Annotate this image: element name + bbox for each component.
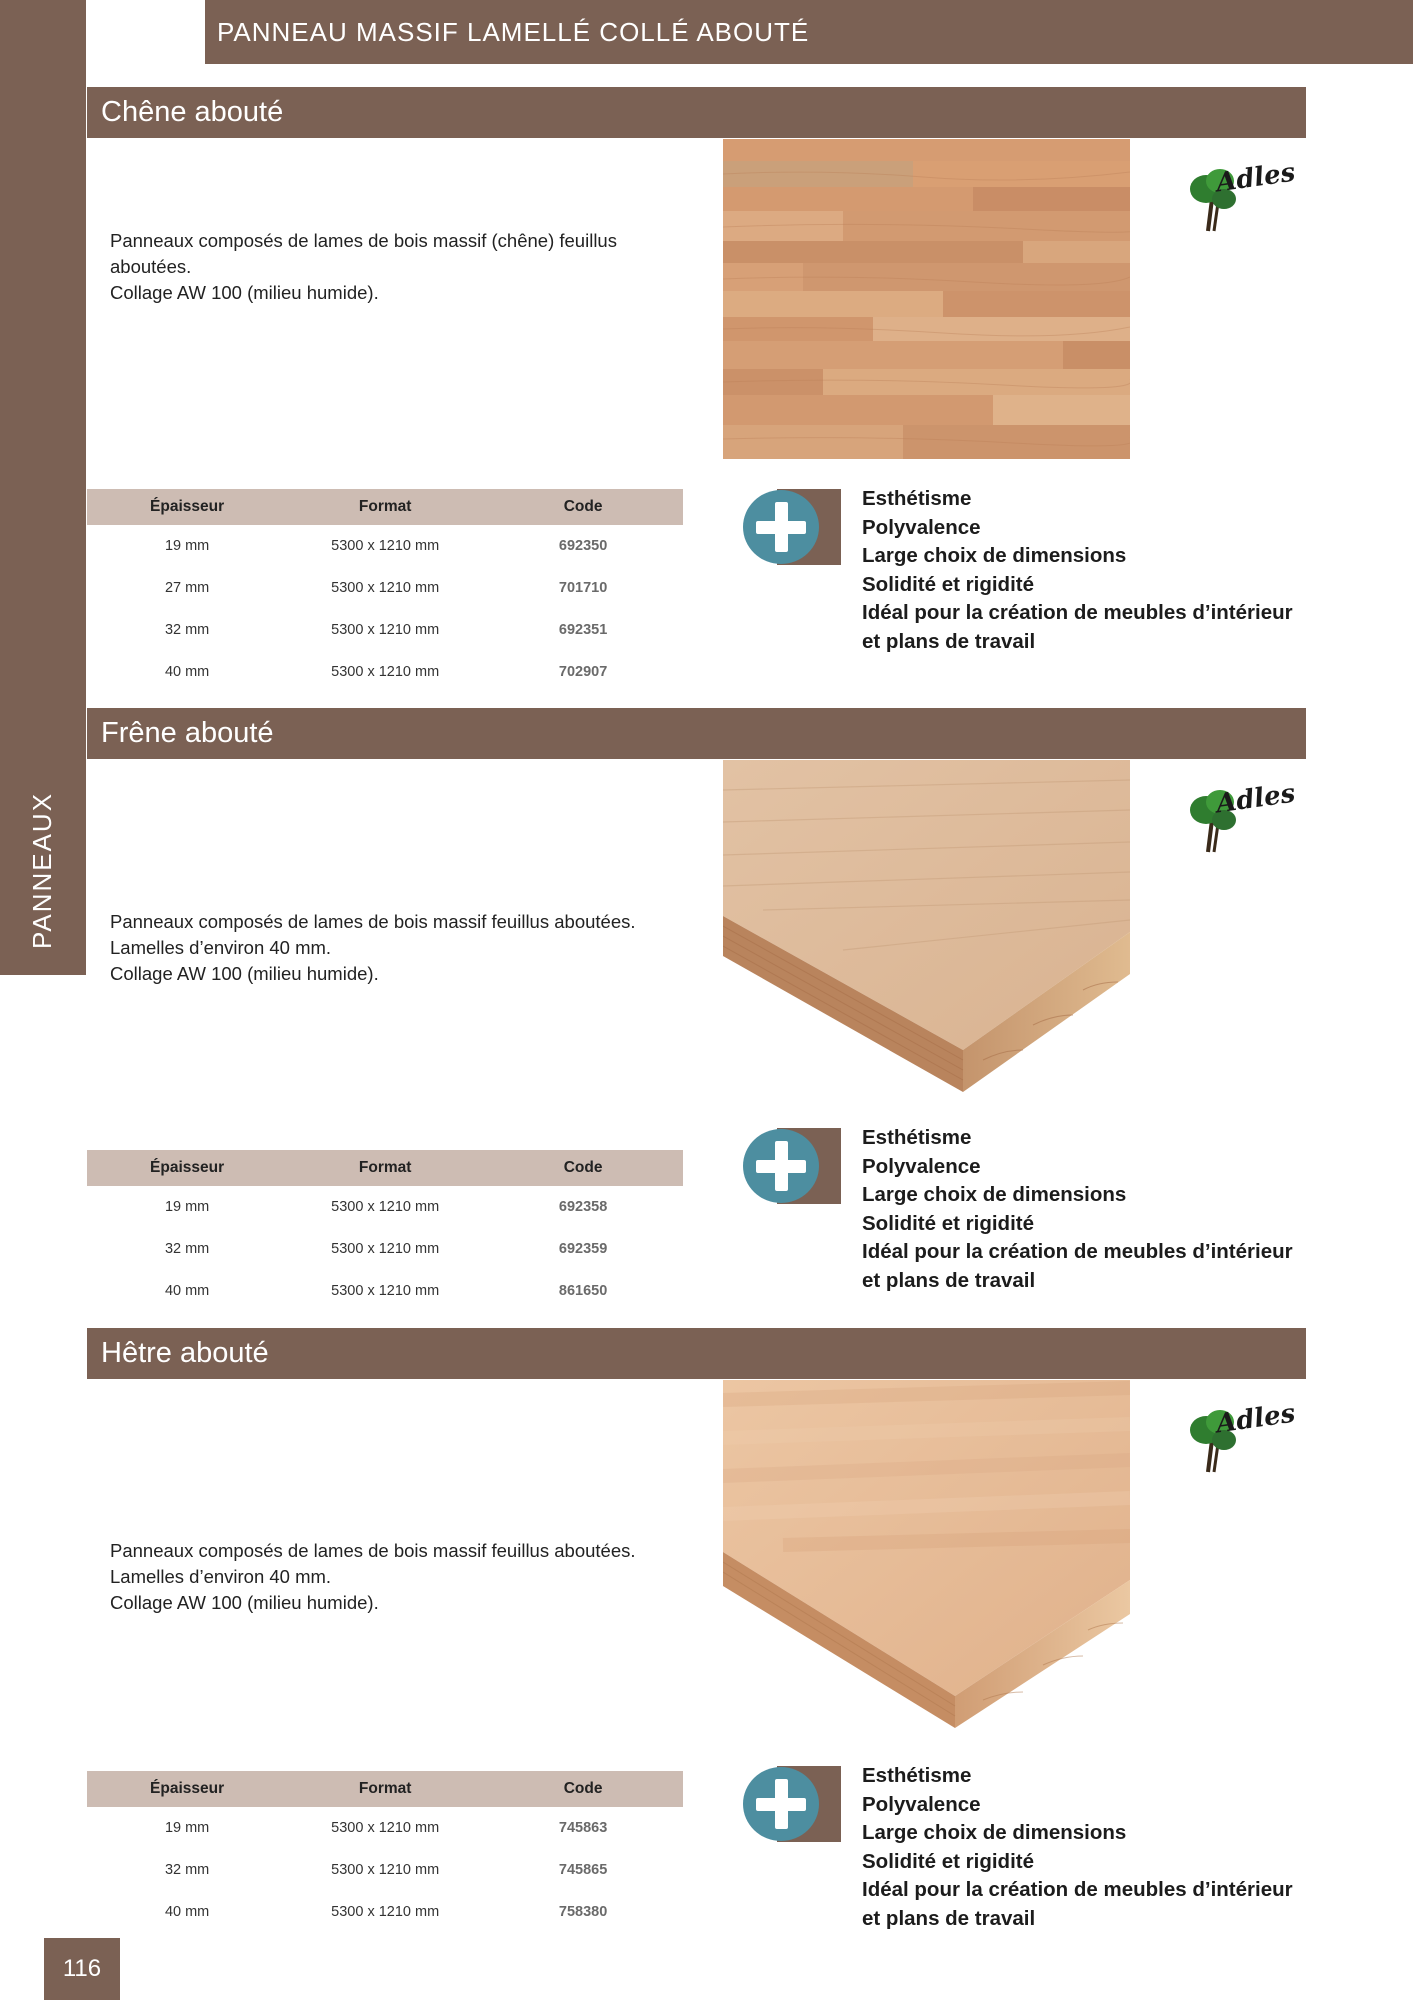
page-banner-title: PANNEAU MASSIF LAMELLÉ COLLÉ ABOUTÉ xyxy=(205,0,1413,64)
adles-logo: Adles xyxy=(1188,159,1292,235)
header-format: Format xyxy=(287,489,483,525)
adles-logo: Adles xyxy=(1188,1400,1292,1476)
header-code: Code xyxy=(483,1771,683,1807)
oak-panel-image xyxy=(723,139,1130,459)
table-row: 40 mm 5300 x 1210 mm 861650 xyxy=(164,1283,608,1299)
adles-logo: Adles xyxy=(1188,780,1292,856)
side-tab xyxy=(0,0,86,975)
header-format: Format xyxy=(287,1150,483,1186)
table-row: 19 mm 5300 x 1210 mm 745863 xyxy=(164,1820,608,1836)
ash-panel-image xyxy=(723,760,1130,1092)
table-row: 19 mm 5300 x 1210 mm 692358 xyxy=(164,1199,608,1215)
section-description: Panneaux composés de lames de bois massif feuillus aboutées. Lamelles d’environ 40 mm. Collage AW 100 (milieu humide). xyxy=(110,911,636,984)
section-title: Chêne abouté xyxy=(87,87,1306,138)
header-code: Code xyxy=(483,489,683,525)
header-thickness: Épaisseur xyxy=(87,1150,287,1186)
table-row: 32 mm 5300 x 1210 mm 692359 xyxy=(164,1241,608,1257)
table-row: 19 mm 5300 x 1210 mm 692350 xyxy=(164,538,608,554)
plus-icon xyxy=(743,1766,841,1842)
table-row: 27 mm 5300 x 1210 mm 701710 xyxy=(164,580,608,596)
header-code: Code xyxy=(483,1150,683,1186)
section-description: Panneaux composés de lames de bois massif (chêne) feuillus aboutées. Collage AW 100 (milieu humide). xyxy=(110,230,617,303)
plus-icon xyxy=(743,489,841,565)
table-row: 40 mm 5300 x 1210 mm 758380 xyxy=(164,1904,608,1920)
header-thickness: Épaisseur xyxy=(87,489,287,525)
plus-icon xyxy=(743,1128,841,1204)
side-label: PANNEAUX xyxy=(27,791,58,949)
section-title: Frêne abouté xyxy=(87,708,1306,759)
spec-table xyxy=(87,1150,683,1312)
table-row: 40 mm 5300 x 1210 mm 702907 xyxy=(164,664,608,680)
table-row: 32 mm 5300 x 1210 mm 745865 xyxy=(164,1862,608,1878)
spec-table xyxy=(87,489,683,693)
header-thickness: Épaisseur xyxy=(87,1771,287,1807)
benefits-list: Esthétisme Polyvalence Large choix de dimensions Solidité et rigidité Idéal pour la création de meubles d’intérieur et plans de travail xyxy=(862,487,1293,653)
spec-table xyxy=(87,1771,683,1933)
section-description: Panneaux composés de lames de bois massif feuillus aboutées. Lamelles d’environ 40 mm. Collage AW 100 (milieu humide). xyxy=(110,1540,636,1613)
page-number: 116 xyxy=(44,1938,120,2000)
header-format: Format xyxy=(287,1771,483,1807)
table-row: 32 mm 5300 x 1210 mm 692351 xyxy=(164,622,608,638)
section-title: Hêtre abouté xyxy=(87,1328,1306,1379)
benefits-list: Esthétisme Polyvalence Large choix de dimensions Solidité et rigidité Idéal pour la création de meubles d’intérieur et plans de travail xyxy=(862,1764,1293,1930)
benefits-list: Esthétisme Polyvalence Large choix de dimensions Solidité et rigidité Idéal pour la création de meubles d’intérieur et plans de travail xyxy=(862,1126,1293,1292)
beech-panel-image xyxy=(723,1380,1130,1728)
